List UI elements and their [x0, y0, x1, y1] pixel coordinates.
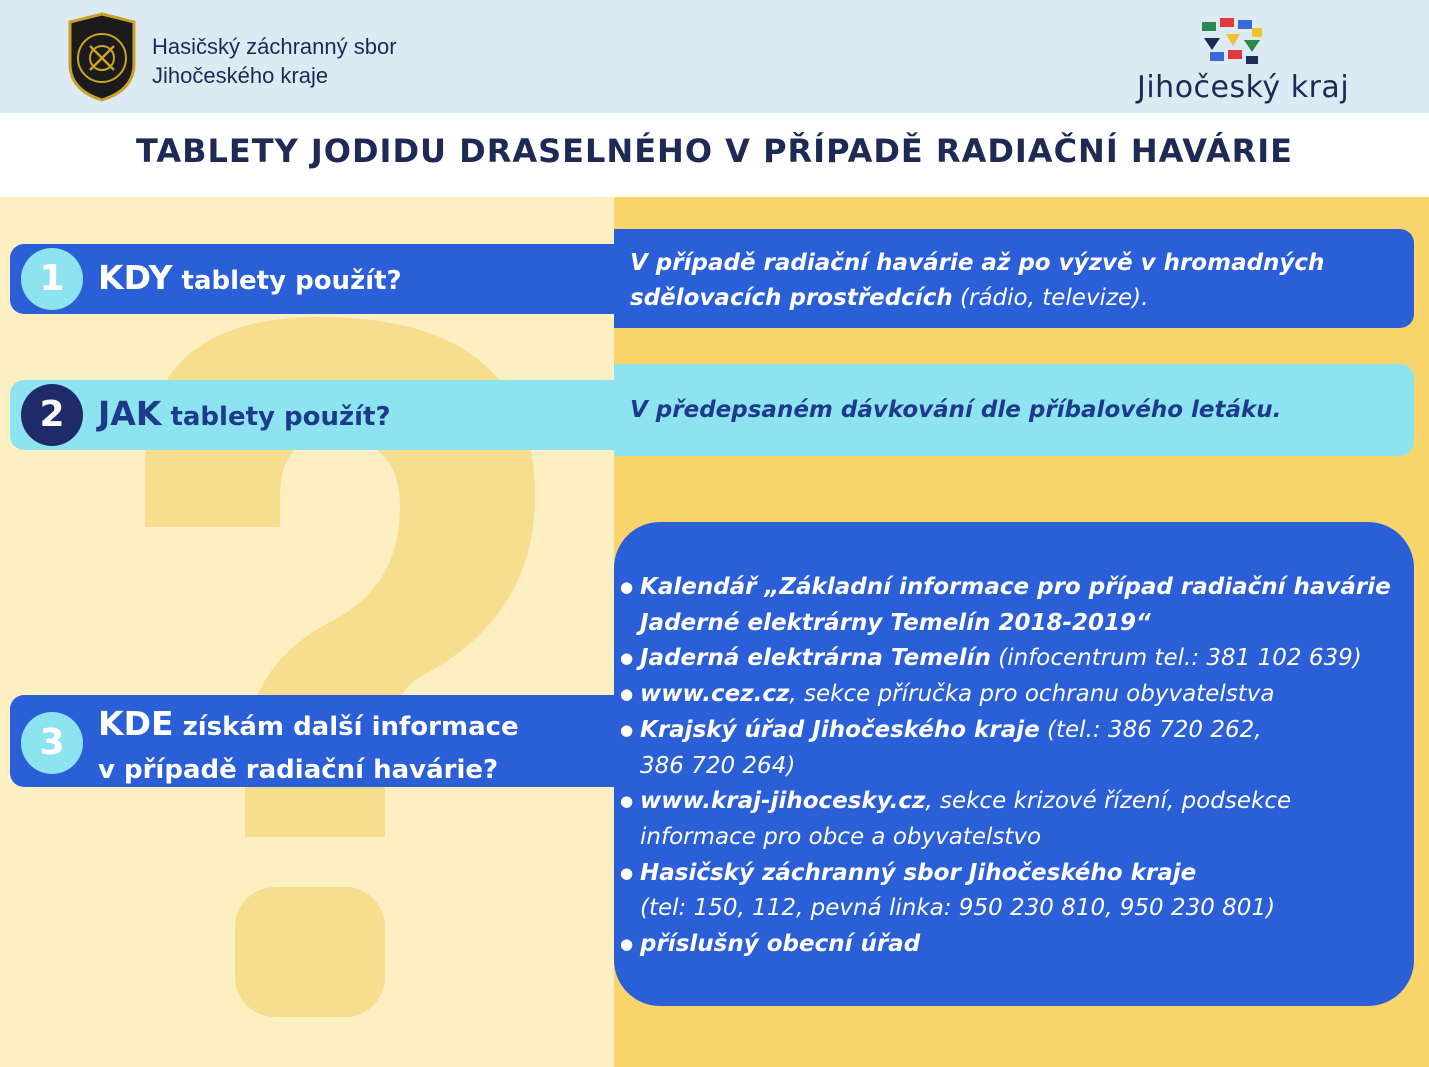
- list-item-rest: , sekce krizové řízení, podsekce: [925, 788, 1292, 815]
- list-item-rest: (infocentrum tel.: 381 102 639): [990, 645, 1362, 672]
- list-item-bold: www.kraj-jihocesky.cz: [640, 788, 926, 815]
- list-item-bold: Krajský úřad Jihočeského kraje: [640, 716, 1040, 743]
- list-item: [620, 677, 1391, 713]
- info-list: [620, 570, 1391, 963]
- question-1-keyword: KDY: [98, 258, 173, 297]
- answer-1-text: [630, 246, 1324, 316]
- answer-2-text: V předepsaném dávkování dle příbalového letáku.: [630, 397, 1282, 423]
- question-mark-icon: [0, 197, 614, 1067]
- fire-brigade-emblem-icon: [66, 12, 138, 102]
- list-item-bold: příslušný obecní úřad: [640, 931, 921, 958]
- org-name-line1: Hasičský záchranný sbor: [152, 34, 397, 59]
- question-1-text: [98, 258, 402, 297]
- region-name: Jihočeský kraj: [1137, 70, 1350, 105]
- question-1-number: 1: [21, 248, 83, 310]
- question-1-rest: tablety použít?: [172, 266, 402, 296]
- list-item: [620, 784, 1391, 855]
- question-3-keyword: KDE: [98, 704, 174, 743]
- list-item: [620, 570, 1391, 641]
- question-3-line2: v případě radiační havárie?: [98, 755, 499, 785]
- list-item: [620, 927, 1391, 963]
- question-3-rest: získám další informace: [173, 712, 519, 742]
- question-2-number: 2: [21, 384, 83, 446]
- answer-1-line2-bold: sdělovacích prostředcích: [630, 285, 953, 311]
- list-item-bold: Hasičský záchranný sbor Jihočeského kraje: [640, 859, 1197, 886]
- page-title: TABLETY JODIDU DRASELNÉHO V PŘÍPADĚ RADIAČNÍ HAVÁRIE: [135, 132, 1294, 170]
- region-logo-icon: [1196, 14, 1268, 70]
- list-item-rest: (tel.: 386 720 262,: [1039, 716, 1262, 743]
- list-item-cont: (tel: 150, 112, pevná linka: 950 230 810, 950 230 801): [640, 895, 1276, 922]
- question-2-rest: tablety použít?: [161, 402, 391, 432]
- list-item: [620, 856, 1391, 927]
- list-item: [620, 713, 1391, 784]
- org-name: [152, 32, 397, 90]
- org-name-line2: Jihočeského kraje: [152, 63, 329, 88]
- question-2-text: [98, 394, 391, 433]
- list-item-bold: Kalendář „Základní informace pro případ radiační havárie: [640, 574, 1391, 600]
- question-3-number: 3: [21, 712, 83, 774]
- list-item: [620, 641, 1391, 677]
- question-2-keyword: JAK: [98, 394, 162, 433]
- list-item-rest: , sekce příručka pro ochranu obyvatelstva: [789, 681, 1275, 708]
- list-item-cont: informace pro obce a obyvatelstvo: [640, 823, 1042, 850]
- question-3-text: [98, 704, 519, 790]
- answer-1-line2-rest: (rádio, televize).: [952, 285, 1149, 311]
- list-item-bold: www.cez.cz: [640, 681, 790, 708]
- list-item-bold: Jaderná elektrárna Temelín: [640, 645, 991, 672]
- answer-1-line1: V případě radiační havárie až po výzvě v hromadných: [630, 250, 1325, 276]
- list-item-cont: Jaderné elektrárny Temelín 2018-2019“: [640, 609, 1151, 636]
- list-item-cont: 386 720 264): [640, 752, 796, 779]
